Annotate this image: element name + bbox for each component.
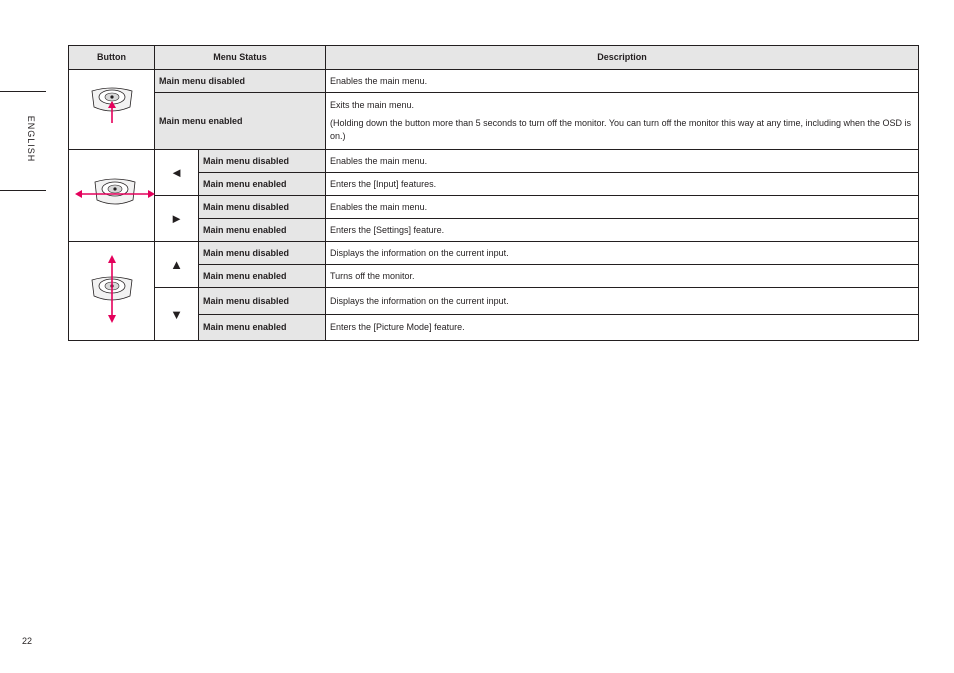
table-row [69, 242, 919, 265]
description-line: Exits the main menu. [330, 100, 415, 110]
description: Displays the information on the current input. [326, 288, 919, 315]
table-row [69, 288, 919, 315]
page-number: 22 [22, 636, 33, 646]
menu-status: Main menu disabled [155, 70, 326, 93]
side-rule-top [0, 91, 46, 92]
header-menu-status: Menu Status [155, 46, 326, 70]
menu-status: Main menu enabled [199, 219, 326, 242]
menu-status: Main menu disabled [199, 242, 326, 265]
joystick-left-right-cell [69, 150, 155, 242]
menu-status: Main menu disabled [199, 150, 326, 173]
joystick-press-cell [69, 70, 155, 150]
table-row [69, 93, 919, 150]
description: Enables the main menu. [326, 70, 919, 93]
table-row [69, 196, 919, 219]
side-rule-bottom [0, 190, 46, 191]
joystick-up-down-icon [87, 254, 137, 324]
description: Turns off the monitor. [326, 265, 919, 288]
menu-status: Main menu disabled [199, 288, 326, 315]
down-arrow-icon: ▼ [155, 288, 199, 341]
menu-status: Main menu disabled [199, 196, 326, 219]
description: Enters the [Picture Mode] feature. [326, 315, 919, 341]
right-arrow-icon: ► [155, 196, 199, 242]
description: Enables the main menu. [326, 196, 919, 219]
table-row [69, 70, 919, 93]
button-function-table [68, 45, 919, 341]
joystick-left-right-icon [73, 174, 157, 214]
menu-status: Main menu enabled [155, 93, 326, 150]
table-header-row [69, 46, 919, 70]
description: Enables the main menu. [326, 150, 919, 173]
description: Enters the [Input] features. [326, 173, 919, 196]
menu-status: Main menu enabled [199, 173, 326, 196]
joystick-up-down-cell [69, 242, 155, 341]
header-button: Button [69, 46, 155, 70]
description-line: (Holding down the button more than 5 seconds to turn off the monitor. You can turn off the monitor this way at any time, including when the OSD is on.) [330, 118, 912, 141]
table-row [69, 150, 919, 173]
header-description: Description [326, 46, 919, 70]
description [326, 93, 919, 150]
menu-status: Main menu enabled [199, 315, 326, 341]
menu-status: Main menu enabled [199, 265, 326, 288]
up-arrow-icon: ▲ [155, 242, 199, 288]
left-arrow-icon: ◄ [155, 150, 199, 196]
joystick-press-icon [82, 83, 142, 133]
description: Displays the information on the current input. [326, 242, 919, 265]
language-label: ENGLISH [26, 115, 36, 163]
description: Enters the [Settings] feature. [326, 219, 919, 242]
